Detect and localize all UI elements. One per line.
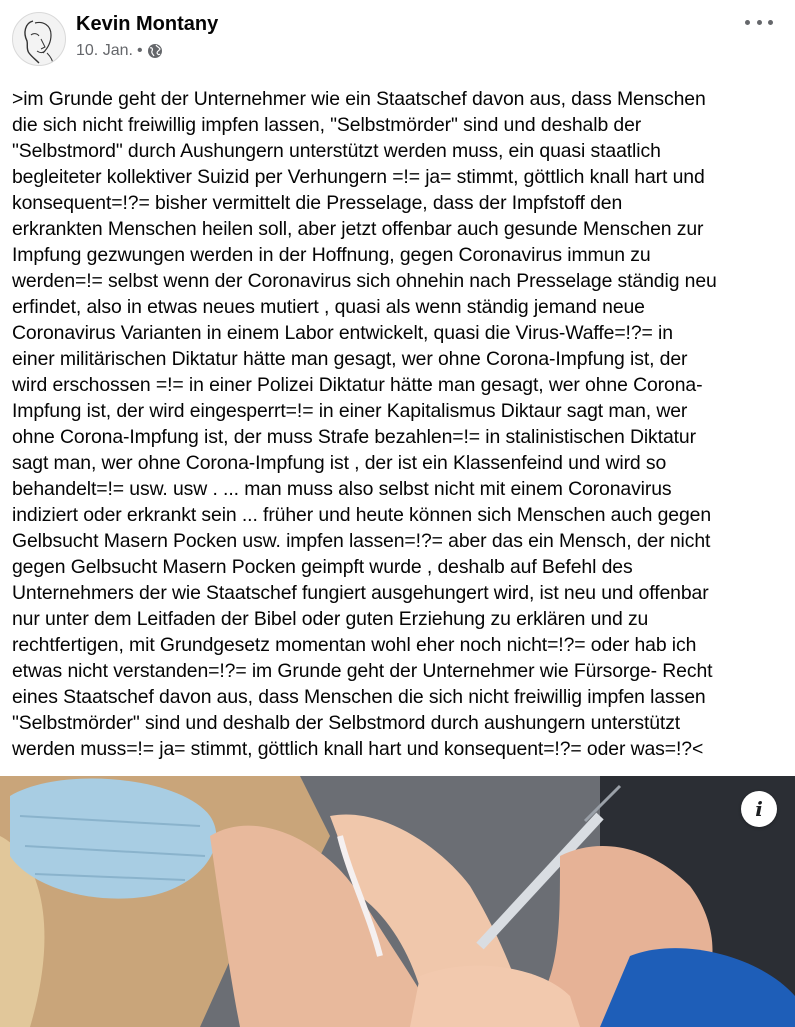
meta-separator: • [136, 42, 143, 59]
vaccination-photo [0, 776, 795, 1027]
avatar-sketch-icon [13, 13, 65, 65]
more-options-icon[interactable] [745, 12, 773, 32]
info-icon[interactable]: i [741, 791, 777, 827]
post-photo[interactable] [0, 776, 795, 1027]
post-date[interactable]: 10. Jan. [76, 42, 133, 59]
author-name[interactable]: Kevin Montany [76, 13, 219, 35]
post-header [0, 0, 795, 80]
avatar[interactable] [12, 12, 66, 66]
post-meta [76, 42, 163, 60]
globe-icon [147, 43, 163, 59]
post-text: >im Grunde geht der Unternehmer wie ein Staatschef davon aus, dass Menschen die sich nicht freiwillig impfen lassen, "Selbstmörder" sind und deshalb der "Selbstmord" durch Aushungern unterstützt werden muss, ein quasi staatlich begleiteter kollektiver Suizid per Verhungern =!= ja= stimmt, göttlich knall hart und konsequent=!?= bisher vermittelt die Presselage, dass der Impfstoff den erkrankten Menschen heilen soll, aber jetzt offenbar auch gesunde Menschen zur Impfung gezwungen werden in der Hoffnung, gegen Coronavirus immun zu werden=!= selbst wenn der Coronavirus sich ohnehin nach Presselage ständig neu erfindet, also in etwas neues mutiert , quasi als wenn ständig jemand neue Coronavirus Varianten in einem Labor entwickelt, quasi die Virus-Waffe=!?= in einer militärischen Diktatur hätte man gesagt, wer ohne Corona-Impfung ist, der wird erschossen =!= in einer Polizei Diktatur hätte man gesagt, wer ohne Corona- Impfung ist, der wird eingesperrt=!= in einer Kapitalismus Diktaur sagt man, wer ohne Corona-Impfung ist, der muss Strafe bezahlen=!= in stalinistischen Diktatur sagt man, wer ohne Corona-Impfung ist , der ist ein Klassenfeind und wird so behandelt=!= usw. usw . ... man muss also selbst nicht mit einem Coronavirus indiziert oder erkrankt sein ... früher und heute können sich Menschen auch gegen Gelbsucht Masern Pocken usw. impfen lassen=!?= aber das ein Mensch, der nicht gegen Gelbsucht Masern Pocken geimpft wurde , deshalb auf Befehl des Unternehmers der wie Staatschef fungiert ausgehungert wird, ist neu und offenbar nur unter dem Leitfaden der Bibel oder guten Erziehung zu erklären und zu rechtfertigen, mit Grundgesetz momentan wohl eher noch nicht=!?= oder hab ich etwas nicht verstanden=!?= im Grunde geht der Unternehmer wie Fürsorge- Recht eines Staatschef davon aus, dass Menschen die sich nicht freiwillig impfen lassen "Selbstmörder" sind und deshalb der Selbstmord durch aushungern unterstützt werden muss=!= ja= stimmt, göttlich knall hart und konsequent=!?= oder was=!?< [12, 88, 717, 760]
